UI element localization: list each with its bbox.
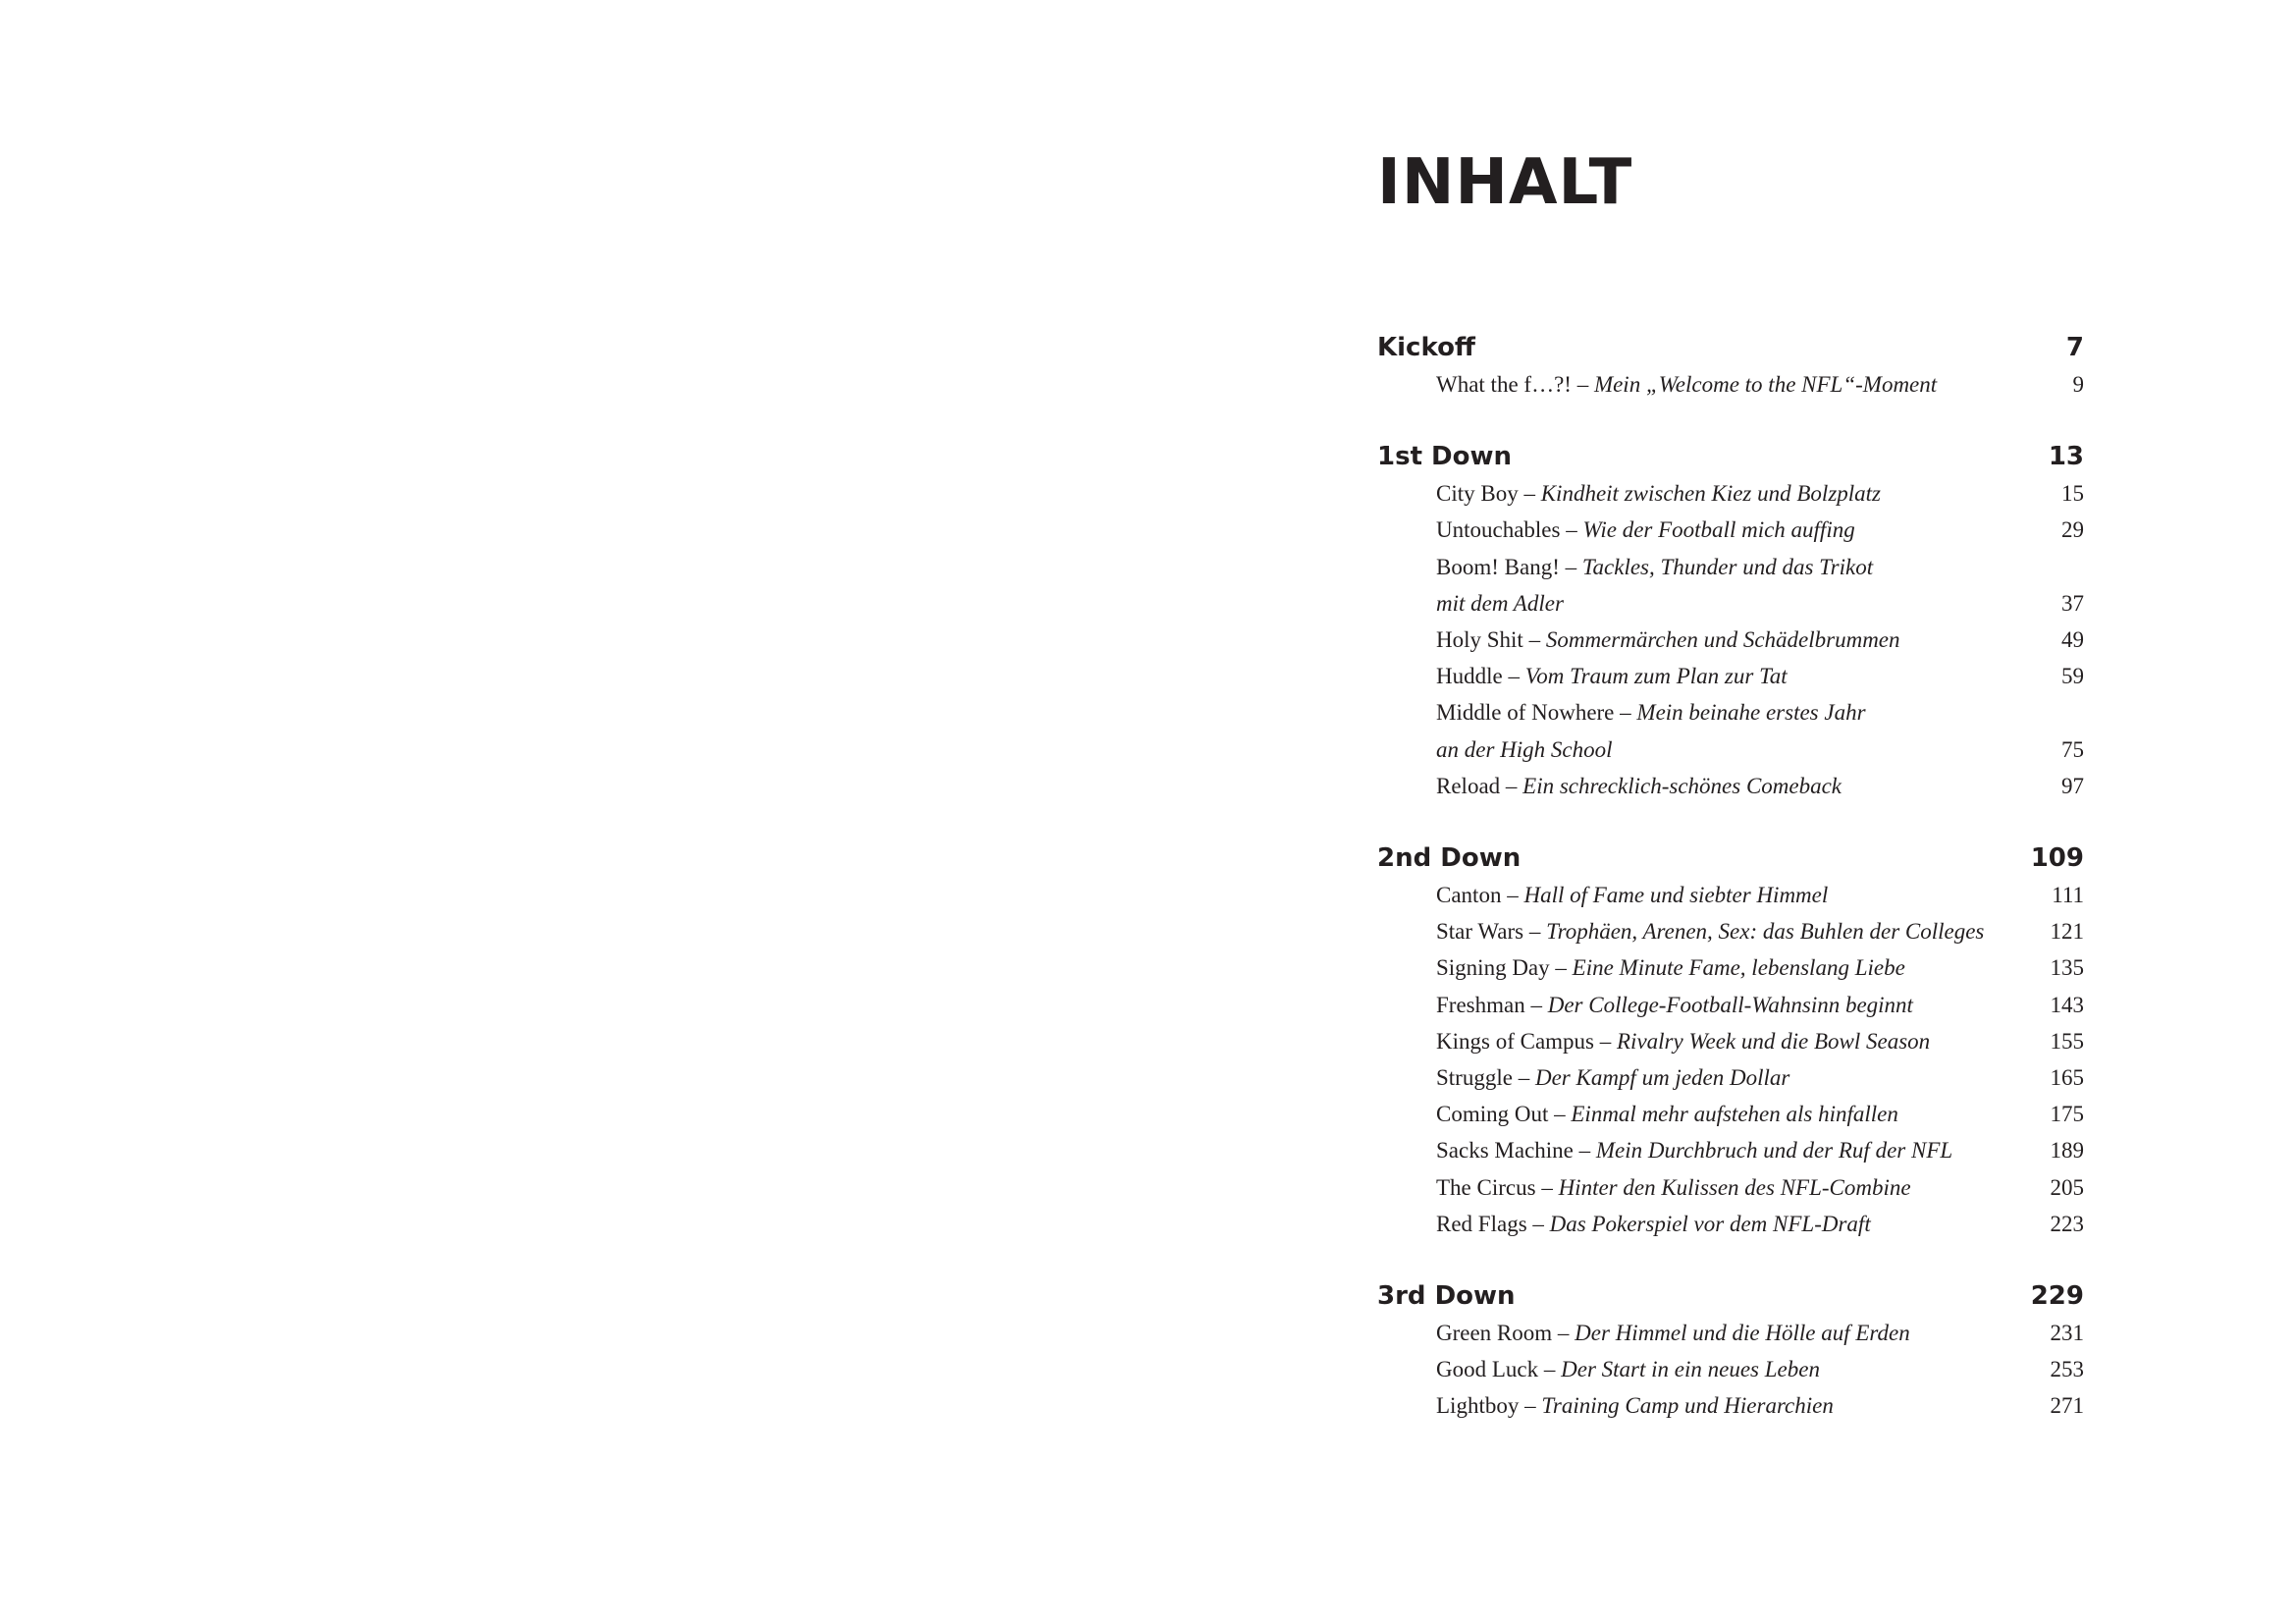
toc-entry (1377, 1315, 2084, 1351)
entry-title: Green Room (1436, 1321, 1553, 1346)
entry-page-number: 59 (2061, 664, 2084, 689)
entry-separator: – (1500, 773, 1523, 798)
toc-entry (1377, 949, 2084, 986)
entry-text (1436, 1351, 1820, 1387)
entry-text (1436, 658, 1788, 694)
entry-subtitle: Ein schrecklich-schönes Comeback (1522, 773, 1842, 798)
entry-text (1436, 366, 1937, 403)
toc-entry (1377, 1351, 2084, 1387)
entry-title: Sacks Machine (1436, 1138, 1574, 1164)
entry-separator: – (1523, 919, 1547, 945)
entry-title: The Circus (1436, 1174, 1536, 1200)
entry-text (1436, 987, 1913, 1023)
entry-title: Holy Shit (1436, 627, 1523, 653)
entry-subtitle: Einmal mehr aufstehen als hinfallen (1571, 1102, 1898, 1127)
entry-separator: – (1538, 1357, 1562, 1382)
entry-separator: – (1559, 554, 1582, 579)
entry-separator: – (1571, 372, 1594, 397)
entry-text (1436, 768, 1842, 804)
entry-title: Good Luck (1436, 1357, 1539, 1382)
entry-text (1436, 1206, 1871, 1242)
entry-text (1436, 549, 1873, 585)
entry-title: Untouchables (1436, 517, 1561, 543)
entry-subtitle: Der Start in ein neues Leben (1561, 1357, 1820, 1382)
entry-subtitle-continued: an der High School (1436, 736, 1613, 762)
toc-section (1377, 840, 2084, 1242)
entry-title: Kings of Campus (1436, 1028, 1594, 1054)
entry-page-number: 189 (2050, 1138, 2084, 1164)
entry-title: Red Flags (1436, 1211, 1527, 1236)
entry-subtitle: Mein beinahe erstes Jahr (1636, 700, 1866, 726)
entry-separator: – (1502, 664, 1525, 689)
toc-entry (1377, 1059, 2084, 1096)
entry-title: Freshman (1436, 992, 1525, 1017)
entry-text (1436, 1169, 1911, 1206)
entry-text (1436, 694, 1866, 731)
entry-title: Signing Day (1436, 955, 1550, 981)
toc-entry-continuation (1377, 731, 2084, 768)
entry-title: Boom! Bang! (1436, 554, 1560, 579)
section-page-number: 13 (2048, 442, 2084, 472)
entry-separator: – (1614, 700, 1637, 726)
entry-separator: – (1501, 883, 1524, 908)
section-heading (1377, 1278, 2084, 1315)
toc-entry (1377, 658, 2084, 694)
entry-separator: – (1519, 1393, 1542, 1419)
toc-page (1377, 0, 2084, 1624)
entry-page-number: 111 (2052, 883, 2084, 908)
toc-entry (1377, 549, 2084, 585)
page-title: INHALT (1377, 146, 1633, 219)
entry-separator: – (1560, 517, 1583, 543)
entry-title: Lightboy (1436, 1393, 1520, 1419)
entry-page-number: 155 (2050, 1028, 2084, 1054)
entry-separator: – (1512, 1065, 1535, 1091)
entry-page-number: 49 (2061, 627, 2084, 653)
toc-entry (1377, 913, 2084, 949)
toc-section (1377, 1278, 2084, 1425)
entry-subtitle: Rivalry Week und die Bowl Season (1617, 1028, 1931, 1054)
toc-entry (1377, 622, 2084, 658)
entry-page-number: 205 (2050, 1174, 2084, 1200)
entry-separator: – (1535, 1174, 1559, 1200)
entry-page-number: 165 (2050, 1065, 2084, 1091)
table-of-contents (1377, 330, 2084, 1461)
entry-subtitle: Das Pokerspiel vor dem NFL-Draft (1549, 1211, 1871, 1236)
entry-title: Huddle (1436, 664, 1503, 689)
section-heading (1377, 330, 2084, 366)
entry-text (1436, 512, 1855, 548)
entry-text (1436, 1132, 1952, 1168)
entry-subtitle: Trophäen, Arenen, Sex: das Buhlen der Colleges (1546, 919, 1985, 945)
toc-entry (1377, 877, 2084, 913)
entry-page-number: 29 (2061, 517, 2084, 543)
toc-entry (1377, 1169, 2084, 1206)
toc-entry (1377, 987, 2084, 1023)
entry-subtitle: Vom Traum zum Plan zur Tat (1524, 664, 1788, 689)
entry-subtitle: Der Kampf um jeden Dollar (1534, 1065, 1790, 1091)
section-label: 2nd Down (1377, 843, 1522, 874)
entry-separator: – (1518, 481, 1541, 507)
entry-subtitle: Hinter den Kulissen des NFL-Combine (1558, 1174, 1911, 1200)
entry-subtitle-continued: mit dem Adler (1436, 590, 1564, 616)
entry-separator: – (1548, 1102, 1572, 1127)
section-page-number: 229 (2030, 1281, 2084, 1312)
entry-separator: – (1526, 1211, 1550, 1236)
entry-subtitle: Mein Durchbruch und der Ruf der NFL (1595, 1138, 1953, 1164)
entry-separator: – (1522, 627, 1546, 653)
entry-page-number: 223 (2050, 1211, 2084, 1236)
section-page-number: 109 (2030, 843, 2084, 874)
entry-page-number: 253 (2050, 1357, 2084, 1382)
entry-text (1436, 949, 1905, 986)
entry-separator: – (1552, 1321, 1575, 1346)
entry-title: Reload (1436, 773, 1501, 798)
section-heading (1377, 439, 2084, 475)
section-heading (1377, 840, 2084, 877)
toc-entry (1377, 1096, 2084, 1132)
toc-entry (1377, 1387, 2084, 1424)
toc-entry (1377, 475, 2084, 512)
section-label: 1st Down (1377, 442, 1513, 472)
entry-page-number: 231 (2050, 1321, 2084, 1346)
entry-title: Struggle (1436, 1065, 1513, 1091)
entry-page-number: 271 (2050, 1393, 2084, 1419)
section-label: 3rd Down (1377, 1281, 1516, 1312)
entry-title: City Boy (1436, 481, 1519, 507)
entry-page-number: 175 (2050, 1102, 2084, 1127)
entry-subtitle: Der College-Football-Wahnsinn beginnt (1547, 992, 1913, 1017)
section-label: Kickoff (1377, 333, 1475, 362)
entry-subtitle: Mein „Welcome to the NFL“-Moment (1593, 372, 1938, 397)
toc-entry (1377, 512, 2084, 548)
entry-title: Star Wars (1436, 919, 1524, 945)
entry-subtitle: Eine Minute Fame, lebenslang Liebe (1572, 955, 1905, 981)
entry-subtitle: Wie der Football mich auffing (1582, 517, 1855, 543)
toc-entry (1377, 1206, 2084, 1242)
entry-separator: – (1549, 955, 1573, 981)
entry-page-number: 135 (2050, 955, 2084, 981)
entry-page-number: 75 (2061, 736, 2084, 762)
entry-text (1436, 1315, 1910, 1351)
entry-page-number: 97 (2061, 773, 2084, 798)
entry-page-number: 121 (2050, 919, 2084, 945)
toc-entry (1377, 1023, 2084, 1059)
entry-subtitle: Kindheit zwischen Kiez und Bolzplatz (1540, 481, 1881, 507)
entry-subtitle: Der Himmel und die Hölle auf Erden (1575, 1321, 1910, 1346)
entry-text (1436, 877, 1828, 913)
entry-title: Coming Out (1436, 1102, 1549, 1127)
toc-entry-continuation (1377, 585, 2084, 622)
toc-entry (1377, 768, 2084, 804)
entry-text (1436, 1059, 1789, 1096)
toc-entry (1377, 694, 2084, 731)
entry-text (1436, 1023, 1930, 1059)
entry-subtitle: Sommermärchen und Schädelbrummen (1545, 627, 1900, 653)
entry-subtitle: Training Camp und Hierarchien (1541, 1393, 1834, 1419)
entry-text (1436, 913, 1984, 949)
section-page-number: 7 (2065, 333, 2084, 362)
entry-text (1436, 622, 1900, 658)
toc-section (1377, 439, 2084, 804)
entry-separator: – (1573, 1138, 1596, 1164)
entry-subtitle: Hall of Fame und siebter Himmel (1523, 883, 1829, 908)
entry-page-number: 15 (2061, 481, 2084, 507)
entry-title: Canton (1436, 883, 1502, 908)
entry-separator: – (1524, 992, 1548, 1017)
toc-entry (1377, 366, 2084, 403)
entry-page-number: 9 (2072, 372, 2084, 397)
entry-page-number: 143 (2050, 992, 2084, 1017)
entry-title: What the f…?! (1436, 372, 1572, 397)
toc-section (1377, 330, 2084, 403)
entry-text (1436, 1387, 1834, 1424)
entry-subtitle: Tackles, Thunder und das Trikot (1581, 554, 1874, 579)
entry-page-number: 37 (2061, 590, 2084, 616)
entry-text (1436, 1096, 1898, 1132)
entry-title: Middle of Nowhere (1436, 700, 1615, 726)
entry-separator: – (1594, 1028, 1617, 1054)
toc-entry (1377, 1132, 2084, 1168)
entry-text (1436, 475, 1881, 512)
